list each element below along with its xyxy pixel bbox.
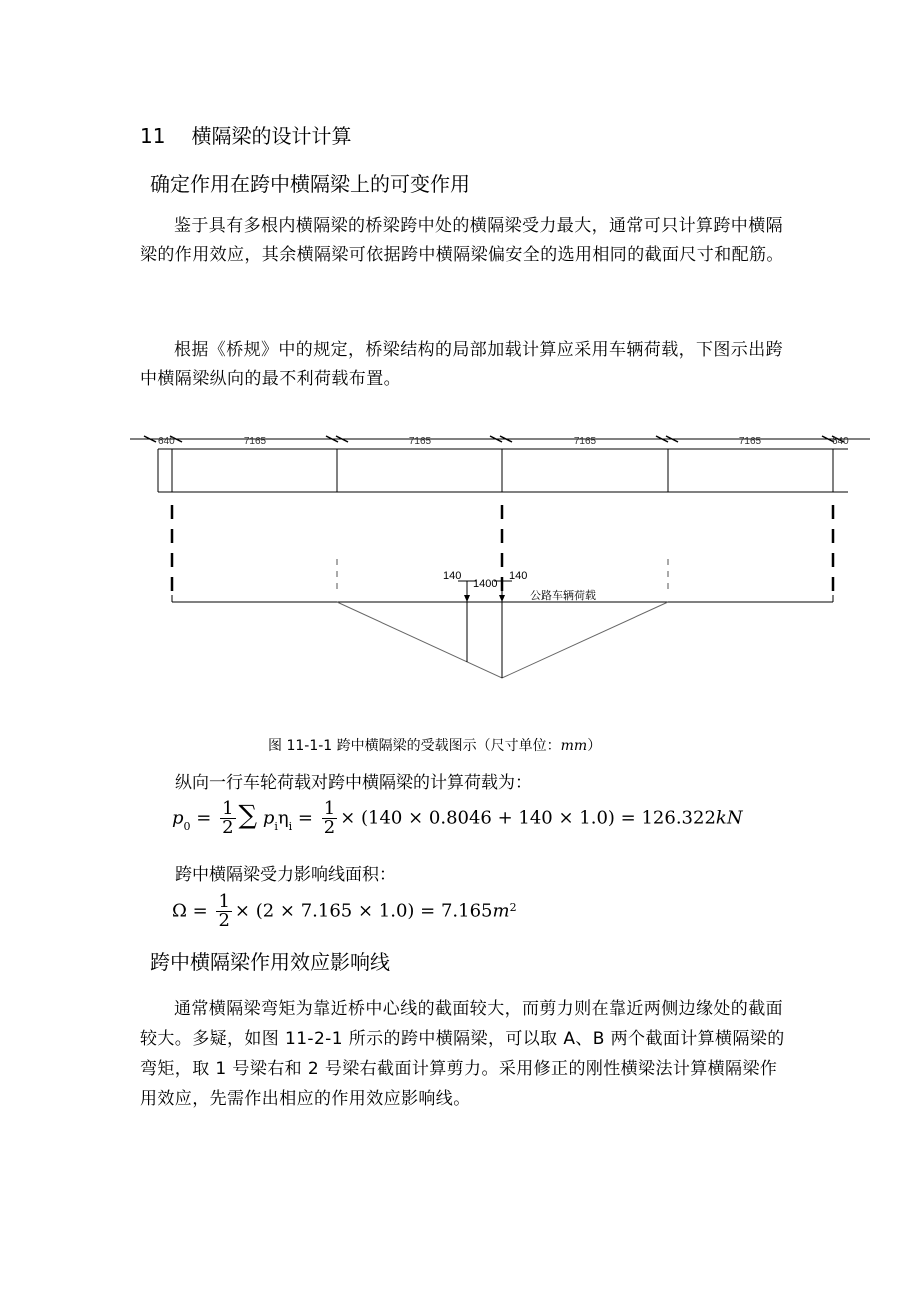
dim-label-3: 7165 [408, 436, 432, 447]
paragraph-2: 根据《桥规》中的规定，桥梁结构的局部加载计算应采用车辆荷载，下图示出跨中横隔梁纵向的最不利荷载布置。 [140, 340, 783, 389]
paragraph-1: 鉴于具有多根内横隔梁的桥梁跨中处的横隔梁受力最大，通常可只计算跨中横隔梁的作用效应，其余横隔梁可依据跨中横隔梁偏安全的选用相同的截面尺寸和配筋。 [140, 216, 784, 265]
eq2-lhs: Ω [172, 900, 187, 922]
eq1-fraction: $\frac{1}{2}$ [222, 798, 234, 838]
eq1-rhs: × (140 × 0.8046 + 140 × 1.0) = 126.322 [340, 807, 716, 829]
load-gap-label: 1400 [473, 578, 498, 590]
equation-2: Ω = $\frac{1}{2}$ × $(2 \times 7.165 \times 1.0) = 7.165m^2$ [172, 891, 517, 931]
dim-label-6: 640 [832, 436, 849, 447]
section-heading [140, 120, 351, 149]
diaphragm-lines [172, 449, 833, 492]
vehicle-load-label: 公路车辆荷载 [530, 590, 596, 602]
dim-label-4: 7165 [573, 436, 597, 447]
section-number: 11 [140, 124, 166, 148]
caption-text: 图 11-1-1 跨中横隔梁的受载图示（尺寸单位： [268, 738, 561, 754]
eq2-unit: m [492, 900, 510, 922]
dim-label-1: 640 [158, 436, 175, 447]
caption-unit: mm [560, 738, 588, 754]
load-diagram [0, 425, 920, 725]
load-label-left: 140 [443, 570, 462, 582]
caption-end: ） [587, 738, 602, 754]
eq1-lhs: p [172, 807, 184, 829]
subsection-2-heading: 跨中横隔梁作用效应影响线 [150, 950, 390, 974]
sum-symbol: ∑ [238, 800, 258, 831]
section-title: 横隔梁的设计计算 [191, 124, 352, 148]
eq1-lhs-sub: 0 [183, 819, 191, 833]
paragraph-3: 通常横隔梁弯矩为靠近桥中心线的截面较大，而剪力则在靠近两侧边缘处的截面较大。多疑，如图 11-2-1 所示的跨中横隔梁，可以取 A、B 两个截面计算横隔梁的弯矩，取 1 号梁右和 2 号梁右截面计算剪力。采用修正的刚性横梁法计算横隔梁作用效应，先需作出相应的作用效应影响线。 [140, 999, 785, 1109]
eq2-fraction: $\frac{1}{2}$ [218, 891, 230, 931]
load-line: 纵向一行车轮荷载对跨中横隔梁的计算荷载为： [175, 773, 532, 793]
eq2-unit-sup: 2 [509, 900, 517, 914]
eq2-rhs: × (2 × 7.165 × 1.0) = 7.165 [234, 900, 493, 922]
eq1-fraction-2: $\frac{1}{2}$ [323, 798, 336, 838]
dim-label-5: 7165 [738, 436, 762, 447]
equation-1: $p_0$ = $\frac{1}{2}$ ∑ $p_i\eta_i$ = $\frac{1}{2}$ × (140 × 0.8046 + 140 × 1.0) = 126.322kN [172, 798, 743, 838]
dim-label-2: 7165 [243, 436, 267, 447]
subsection-1-heading: 确定作用在跨中横隔梁上的可变作用 [150, 172, 470, 196]
area-line: 跨中横隔梁受力影响线面积： [175, 865, 396, 885]
load-label-right: 140 [509, 570, 528, 582]
eq1-unit: kN [715, 807, 743, 829]
figure-caption [268, 735, 601, 755]
